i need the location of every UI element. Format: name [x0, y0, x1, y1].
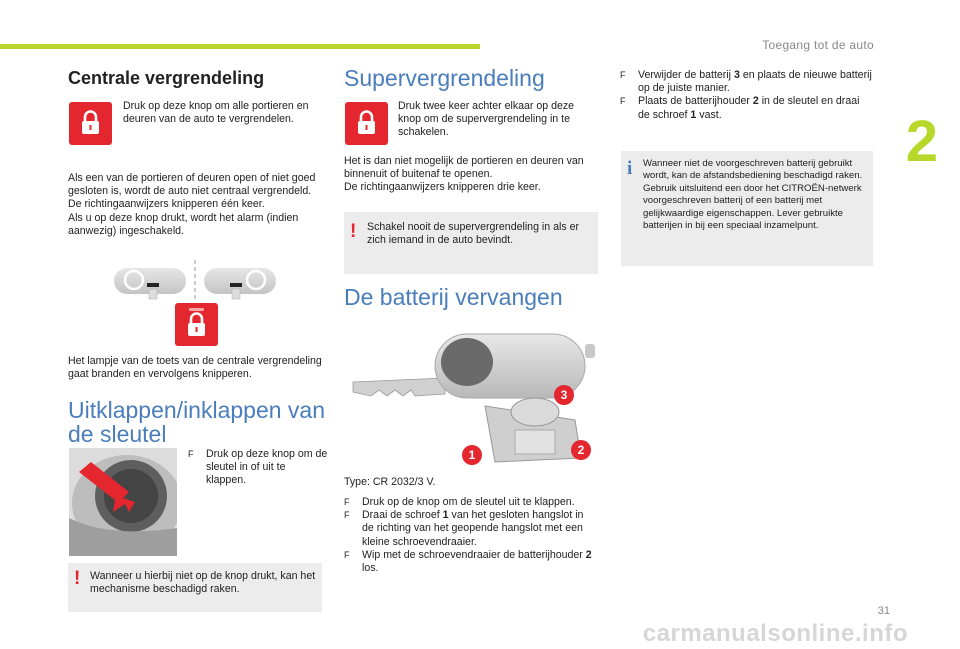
battery-step-text [362, 549, 596, 575]
battery-step-text [638, 69, 874, 95]
bullet-mark: F [620, 96, 626, 107]
step-text: van het gesloten hangslot in de richting van het geopende hangslot met een kleine schroevendraaier. [362, 509, 584, 548]
step-ref-number: 1 [690, 108, 697, 121]
battery-step [344, 549, 596, 575]
superlock-paragraphs [344, 155, 596, 195]
exclamation-icon: ! [350, 221, 357, 242]
key-fold-bullet-text: Druk op deze knop om de sleutel in of uit te klappen. [206, 448, 328, 487]
step-text: los. [362, 562, 379, 575]
battery-step [620, 95, 874, 121]
step-text: Verwijder de batterij [638, 69, 734, 81]
central-paragraphs [68, 172, 324, 238]
battery-steps [344, 496, 596, 575]
lock-icon [345, 102, 388, 145]
battery-info-text-2: Gebruik uitsluitend een door het CITROËN-netwerk voorgeschreven batterij of een batterij met gelijkwaardige eigenschappen. Lever gebruikte batterijen in bij een speciaal inzamelpunt. [643, 182, 862, 232]
step-ref-number: 3 [733, 69, 740, 81]
watermark: carmanualsonline.info [642, 620, 908, 647]
battery-step-text [638, 95, 874, 121]
central-para1: Als een van de portieren of deuren open of niet goed gesloten is, wordt de auto niet centraal vergrendeld. [68, 172, 316, 198]
lock-icon [69, 102, 112, 145]
step-text: Plaats de batterijhouder [638, 95, 753, 108]
battery-info-box [621, 151, 873, 266]
key-fold-warning-box [68, 563, 322, 612]
step-text: Druk op de knop om de sleutel uit te klappen. [362, 496, 575, 508]
info-icon: i [627, 158, 633, 179]
lock-button-icon [175, 303, 218, 346]
battery-info-text: Wanneer niet de voorgeschreven batterij gebruikt wordt, kan de afstandsbediening beschadigd raken. [643, 158, 863, 182]
step-ref-number: 1 [442, 509, 449, 522]
battery-key-illustration [345, 320, 600, 470]
superlock-para1: Het is dan niet mogelijk de portieren en deuren van binnenuit of buitenaf te openen. [344, 155, 584, 181]
step-text: in de sleutel en draai de schroef [638, 95, 860, 121]
header-accent-bar [0, 44, 480, 49]
callout-1: 1 [462, 445, 482, 465]
callout-3: 3 [554, 385, 574, 405]
superlock-title: Supervergrendeling [344, 65, 545, 91]
battery-info-content [643, 158, 867, 232]
battery-title: De batterij vervangen [344, 284, 563, 310]
step-text: vast. [696, 108, 722, 121]
battery-step [344, 496, 596, 509]
battery-type: Type: CR 2032/3 V. [344, 476, 436, 488]
section-header: Toegang tot de auto [762, 38, 874, 52]
battery-step-text [362, 496, 575, 509]
key-fold-illustration [69, 448, 177, 556]
central-intro: Druk op deze knop om alle portieren en deuren van de auto te vergrendelen. [123, 100, 309, 126]
lamp-text: Het lampje van de toets van de centrale vergrendeling gaat branden en vervolgens knipperen. [68, 355, 322, 381]
exclamation-icon: ! [74, 568, 81, 589]
bullet-mark: F [344, 497, 350, 507]
battery-step [344, 509, 596, 549]
page-number: 31 [877, 605, 890, 617]
battery-step [620, 69, 874, 95]
central-para3: Als u op deze knop drukt, wordt het alarm (indien aanwezig) ingeschakeld. [68, 211, 299, 237]
callout-2: 2 [571, 440, 591, 460]
superlock-warning-box [344, 212, 598, 274]
bullet-mark: F [188, 449, 194, 459]
step-text: Wip met de schroevendraaier de batterijhouder [362, 548, 586, 561]
battery-step-text [362, 509, 596, 549]
bullet-mark: F [620, 70, 626, 80]
chapter-number: 2 [905, 109, 938, 174]
step-text: Draai de schroef [362, 509, 443, 522]
bullet-mark: F [344, 510, 350, 521]
central-para2: De richtingaanwijzers knipperen één keer. [68, 198, 265, 211]
key-fold-bullet [188, 448, 328, 488]
superlock-warning-text: Schakel nooit de supervergrendeling in als er zich iemand in de auto bevindt. [367, 221, 580, 247]
superlock-para2: De richtingaanwijzers knipperen drie keer. [344, 181, 541, 194]
bullet-mark: F [344, 549, 350, 560]
step-ref-number: 2 [585, 548, 592, 561]
key-fold-title: Uitklappen/inklappen van de sleutel [68, 397, 326, 447]
superlock-intro: Druk twee keer achter elkaar op deze knop om de supervergrendeling in te schakelen. [398, 100, 575, 139]
key-fold-warning-text: Wanneer u hierbij niet op de knop drukt, kan het mechanisme beschadigd raken. [90, 570, 316, 596]
step-text: en plaats de nieuwe batterij op de juiste manier. [638, 69, 872, 95]
central-title: Centrale vergrendeling [68, 68, 265, 88]
battery-steps-continued [620, 69, 874, 122]
step-ref-number: 2 [752, 95, 759, 108]
